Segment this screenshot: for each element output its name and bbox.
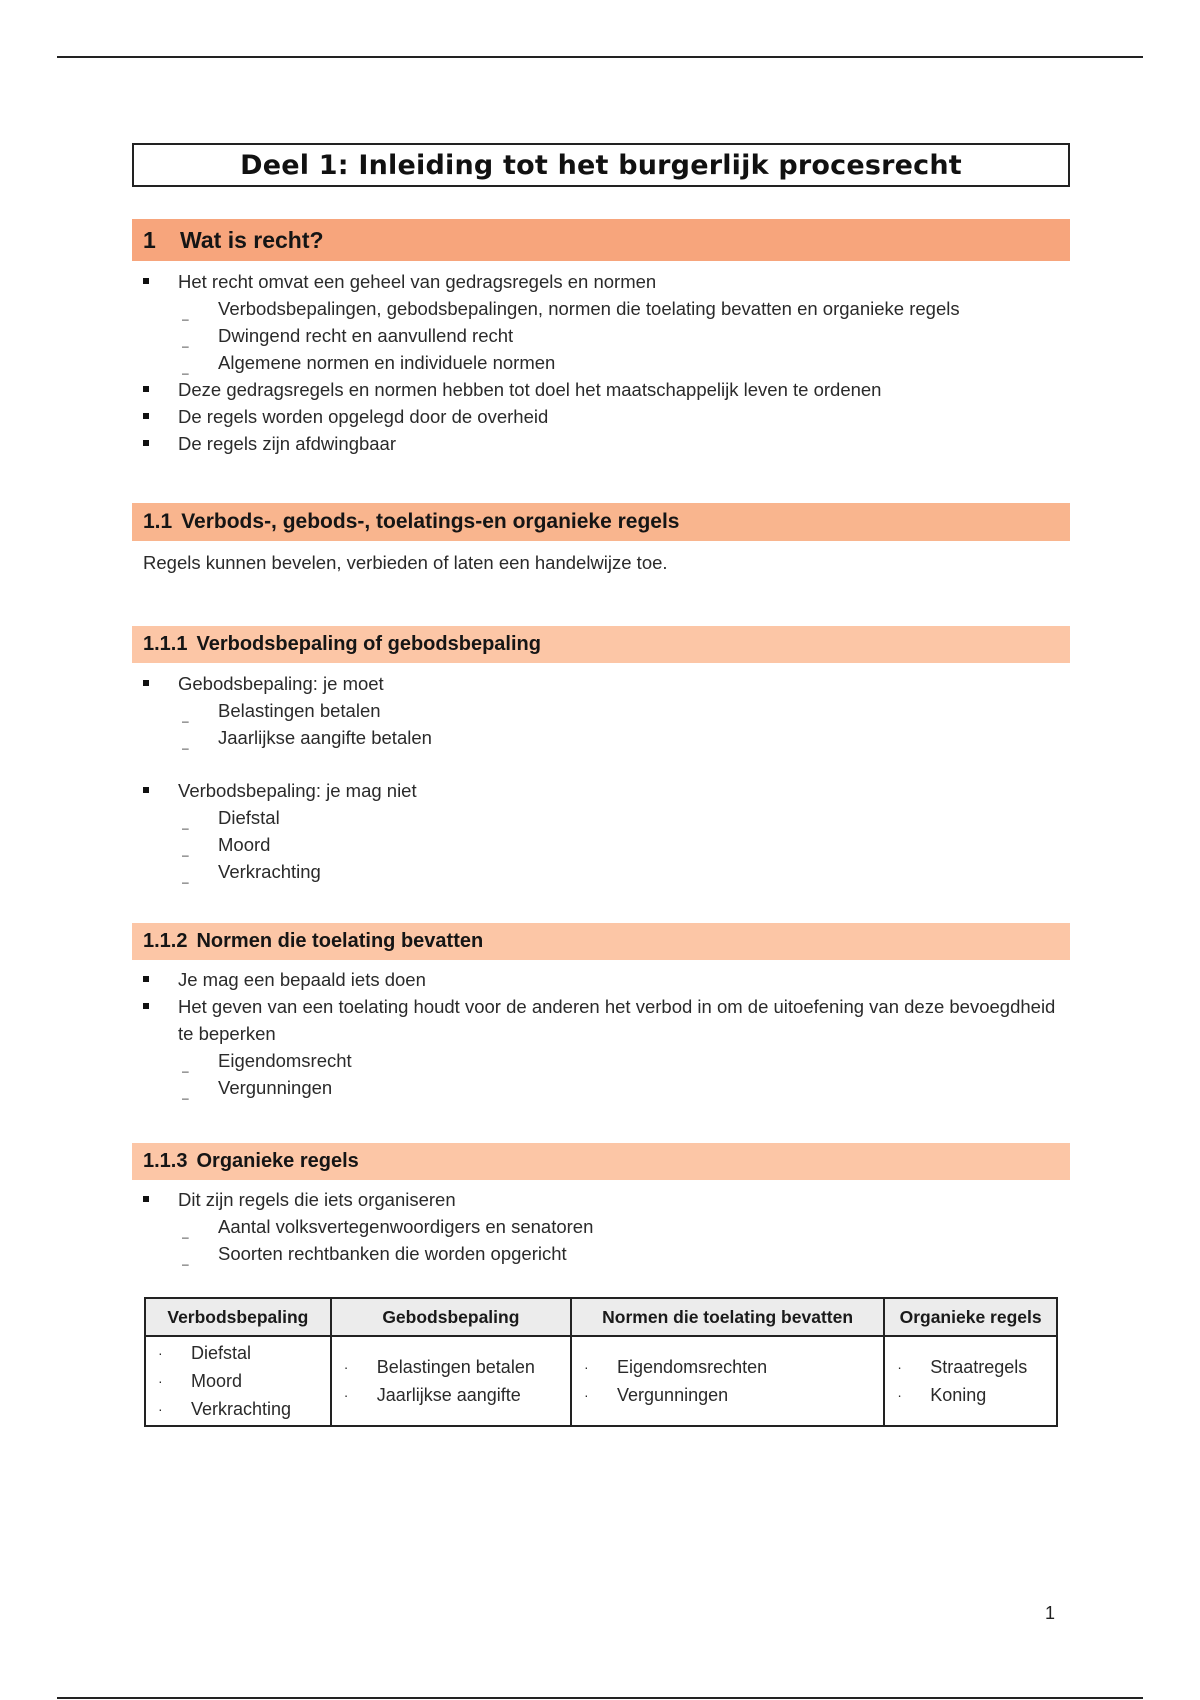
section-1-1-3-list bbox=[132, 1186, 1070, 1271]
table-header-cell: Normen die toelating bevatten bbox=[571, 1298, 884, 1336]
section-title: Verbodsbepaling of gebodsbepaling bbox=[196, 633, 541, 655]
list-item: Dit zijn regels die iets organiseren ‒ Aantal volksvertegenwoordigers en senatoren ‒ Soorten rechtbanken die worden opgericht bbox=[132, 1186, 1070, 1267]
dot-icon: · bbox=[584, 1387, 589, 1403]
summary-table bbox=[144, 1297, 1058, 1427]
section-number: 1.1.1 bbox=[143, 633, 188, 655]
cell-item: · Vergunningen bbox=[572, 1381, 883, 1409]
cell-item: · Jaarlijkse aangifte bbox=[332, 1381, 570, 1409]
table-row bbox=[145, 1336, 1057, 1426]
dash-icon: ‒ bbox=[182, 1064, 189, 1078]
dash-icon: ‒ bbox=[182, 1257, 189, 1271]
sub-list-item: ‒ Verkrachting bbox=[132, 858, 1070, 885]
dot-icon: · bbox=[897, 1359, 902, 1375]
square-bullet-icon bbox=[143, 976, 149, 982]
square-bullet-icon bbox=[143, 787, 149, 793]
dash-icon: ‒ bbox=[182, 366, 189, 380]
list-item: Je mag een bepaald iets doen bbox=[132, 966, 1070, 993]
table-header-cell: Gebodsbepaling bbox=[331, 1298, 571, 1336]
sub-list bbox=[178, 295, 1070, 380]
list-item: De regels worden opgelegd door de overheid bbox=[132, 403, 1070, 430]
cell-item: · Straatregels bbox=[885, 1353, 1056, 1381]
square-bullet-icon bbox=[143, 680, 149, 686]
table-cell bbox=[884, 1336, 1057, 1426]
bottom-rule bbox=[57, 1697, 1143, 1699]
sub-list-item: ‒ Aantal volksvertegenwoordigers en senatoren bbox=[132, 1213, 1070, 1240]
dot-icon: · bbox=[343, 1387, 349, 1403]
dot-icon: · bbox=[343, 1359, 349, 1375]
square-bullet-icon bbox=[143, 1003, 149, 1009]
section-number: 1.1.3 bbox=[143, 1150, 188, 1172]
sub-list-item: ‒ Moord bbox=[132, 831, 1070, 858]
section-number: 1.1 bbox=[143, 510, 173, 533]
list-item: De regels zijn afdwingbaar bbox=[132, 430, 1070, 457]
dot-icon: · bbox=[584, 1359, 589, 1375]
section-heading-1-1-3 bbox=[132, 1143, 1070, 1180]
section-title: Wat is recht? bbox=[180, 226, 324, 253]
sub-list-item: ‒ Algemene normen en individuele normen bbox=[132, 349, 1070, 376]
section-title: Normen die toelating bevatten bbox=[196, 930, 484, 952]
table-header-cell: Organieke regels bbox=[884, 1298, 1057, 1336]
top-rule bbox=[57, 56, 1143, 58]
dash-icon: ‒ bbox=[182, 741, 189, 755]
dot-icon: · bbox=[158, 1345, 163, 1361]
section-1-list bbox=[132, 268, 1070, 457]
dash-icon: ‒ bbox=[182, 312, 189, 326]
section-heading-1-1 bbox=[132, 503, 1070, 541]
square-bullet-icon bbox=[143, 278, 149, 284]
cell-item: · Diefstal bbox=[146, 1339, 330, 1367]
square-bullet-icon bbox=[143, 413, 149, 419]
square-bullet-icon bbox=[143, 440, 149, 446]
sub-list-item: ‒ Dwingend recht en aanvullend recht bbox=[132, 322, 1070, 349]
section-heading-1-1-1 bbox=[132, 626, 1070, 663]
section-title: Organieke regels bbox=[196, 1150, 359, 1172]
sub-list-item: ‒ Verbodsbepalingen, gebodsbepalingen, normen die toelating bevatten en organieke regels bbox=[132, 295, 1070, 322]
page-number: 1 bbox=[1045, 1603, 1056, 1623]
dash-icon: ‒ bbox=[182, 1230, 189, 1244]
sub-list bbox=[178, 697, 1070, 755]
sub-list bbox=[178, 1213, 1070, 1271]
sub-list-item: ‒ Eigendomsrecht bbox=[132, 1047, 1070, 1074]
dash-icon: ‒ bbox=[182, 875, 189, 889]
square-bullet-icon bbox=[143, 1196, 149, 1202]
table-cell bbox=[145, 1336, 331, 1426]
section-number: 1.1.2 bbox=[143, 930, 188, 952]
dot-icon: · bbox=[158, 1401, 163, 1417]
table-cell bbox=[331, 1336, 571, 1426]
dash-icon: ‒ bbox=[182, 1091, 189, 1105]
sub-list-item: ‒ Diefstal bbox=[132, 804, 1070, 831]
list-item: Verbodsbepaling: je mag niet ‒ Diefstal ‒ Moord ‒ Verkrachting bbox=[132, 777, 1070, 885]
sub-list-item: ‒ Soorten rechtbanken die worden opgericht bbox=[132, 1240, 1070, 1267]
section-heading-1 bbox=[132, 219, 1070, 261]
cell-item: · Eigendomsrechten bbox=[572, 1353, 883, 1381]
list-item: Het recht omvat een geheel van gedragsregels en normen ‒ Verbodsbepalingen, gebodsbepalingen, normen die toelating bevatten en organieke regels ‒ Dwingend recht en aanvullend recht ‒ Algemene normen en individuele normen bbox=[132, 268, 1070, 376]
dash-icon: ‒ bbox=[182, 848, 189, 862]
section-number: 1 bbox=[143, 226, 156, 253]
sub-list bbox=[178, 804, 1070, 889]
list-item: Deze gedragsregels en normen hebben tot doel het maatschappelijk leven te ordenen bbox=[132, 376, 1070, 403]
cell-item: · Belastingen betalen bbox=[332, 1353, 570, 1381]
cell-item: · Verkrachting bbox=[146, 1395, 330, 1423]
list-item: Gebodsbepaling: je moet ‒ Belastingen betalen ‒ Jaarlijkse aangifte betalen bbox=[132, 670, 1070, 751]
cell-item: · Koning bbox=[885, 1381, 1056, 1409]
section-1-1-1-list bbox=[132, 670, 1070, 889]
cell-item: · Moord bbox=[146, 1367, 330, 1395]
table-header-row bbox=[145, 1298, 1057, 1336]
dash-icon: ‒ bbox=[182, 821, 189, 835]
section-1-1-2-list bbox=[132, 966, 1070, 1105]
page-content bbox=[132, 143, 1070, 1427]
dot-icon: · bbox=[158, 1373, 163, 1389]
dash-icon: ‒ bbox=[182, 714, 189, 728]
sub-list-item: ‒ Jaarlijkse aangifte betalen bbox=[132, 724, 1070, 751]
section-heading-1-1-2 bbox=[132, 923, 1070, 960]
dash-icon: ‒ bbox=[182, 339, 189, 353]
table-header-cell: Verbodsbepaling bbox=[145, 1298, 331, 1336]
sub-list-item: ‒ Vergunningen bbox=[132, 1074, 1070, 1101]
dot-icon: · bbox=[897, 1387, 902, 1403]
list-item: Het geven van een toelating houdt voor de anderen het verbod in om de uitoefening van deze bevoegdheid te beperken ‒ Eigendomsrecht ‒ Vergunningen bbox=[132, 993, 1070, 1101]
section-paragraph: Regels kunnen bevelen, verbieden of laten een handelwijze toe. bbox=[143, 552, 668, 573]
square-bullet-icon bbox=[143, 386, 149, 392]
document-title: Deel 1: Inleiding tot het burgerlijk procesrecht bbox=[132, 143, 1070, 187]
table-cell bbox=[571, 1336, 884, 1426]
sub-list-item: ‒ Belastingen betalen bbox=[132, 697, 1070, 724]
section-title: Verbods-, gebods-, toelatings-en organieke regels bbox=[181, 510, 680, 533]
